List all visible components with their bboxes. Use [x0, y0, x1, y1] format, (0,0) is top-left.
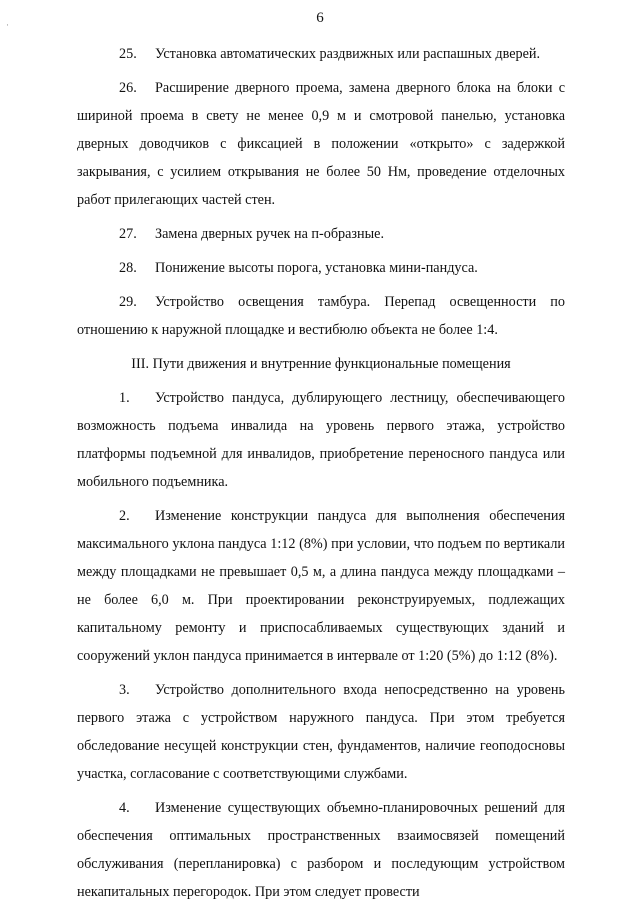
paragraph-number: 29.	[119, 294, 137, 310]
paragraph-26	[77, 74, 565, 214]
paragraph-number: 2.	[119, 508, 130, 524]
section-heading: III. Пути движения и внутренние функциональные помещения	[131, 356, 511, 372]
paragraph-text: Замена дверных ручек на п-образные.	[155, 226, 385, 242]
paragraph-28	[77, 254, 565, 282]
section-paragraph-1	[77, 384, 565, 496]
scan-mark: ·	[6, 20, 9, 30]
paragraph-27	[77, 220, 565, 248]
paragraph-number: 26.	[119, 80, 137, 96]
paragraph-text: Устройство дополнительного входа непосредственно на уровень первого этажа с устройством наружного пандуса. При этом требуется обследование несущей конструкции стен, фундаментов, наличие геоподосновы участка, согласование с соответствующими службами.	[77, 682, 565, 782]
paragraph-text: Устройство освещения тамбура. Перепад освещенности по отношению к наружной площадке и вестибюлю объекта не более 1:4.	[77, 294, 565, 338]
section-paragraph-3	[77, 676, 565, 788]
paragraph-25	[77, 40, 565, 68]
page-number: 6	[316, 10, 324, 26]
document-body	[77, 40, 565, 912]
paragraph-text: Изменение конструкции пандуса для выполнения обеспечения максимального уклона пандуса 1:12 (8%) при условии, что подъем по вертикали между площадками не превышает 0,5 м, а длина пандуса между площадками – не более 6,0 м. При проектировании реконструируемых, подлежащих капитальному ремонту и приспосабливаемых существующих зданий и сооружений уклон пандуса принимается в интервале от 1:20 (5%) до 1:12 (8%).	[77, 508, 565, 664]
paragraph-29	[77, 288, 565, 344]
paragraph-text: Установка автоматических раздвижных или распашных дверей.	[155, 46, 541, 62]
paragraph-text: Устройство пандуса, дублирующего лестницу, обеспечивающего возможность подъема инвалида на уровень первого этажа, устройство платформы подъемной для инвалидов, приобретение переносного пандуса или мобильного подъемника.	[77, 390, 565, 490]
paragraph-text: Понижение высоты порога, установка мини-пандуса.	[155, 260, 478, 276]
section-paragraph-4	[77, 794, 565, 906]
paragraph-number: 1.	[119, 390, 130, 406]
paragraph-number: 4.	[119, 800, 130, 816]
paragraph-number: 25.	[119, 46, 137, 62]
paragraph-text: Расширение дверного проема, замена дверного блока на блоки с шириной проема в свету не менее 0,9 м и смотровой панелью, установка дверных доводчиков с фиксацией в положении «открыто» с задержкой закрывания, с усилием открывания не более 50 Нм, проведение отделочных работ прилегающих частей стен.	[77, 80, 565, 208]
section-paragraph-2	[77, 502, 565, 670]
paragraph-number: 27.	[119, 226, 137, 242]
paragraph-number: 3.	[119, 682, 130, 698]
paragraph-number: 28.	[119, 260, 137, 276]
paragraph-text: Изменение существующих объемно-планировочных решений для обеспечения оптимальных пространственных взаимосвязей помещений обслуживания (перепланировка) с разбором и последующим устройством некапитальных перегородок. При этом следует провести	[77, 800, 565, 900]
